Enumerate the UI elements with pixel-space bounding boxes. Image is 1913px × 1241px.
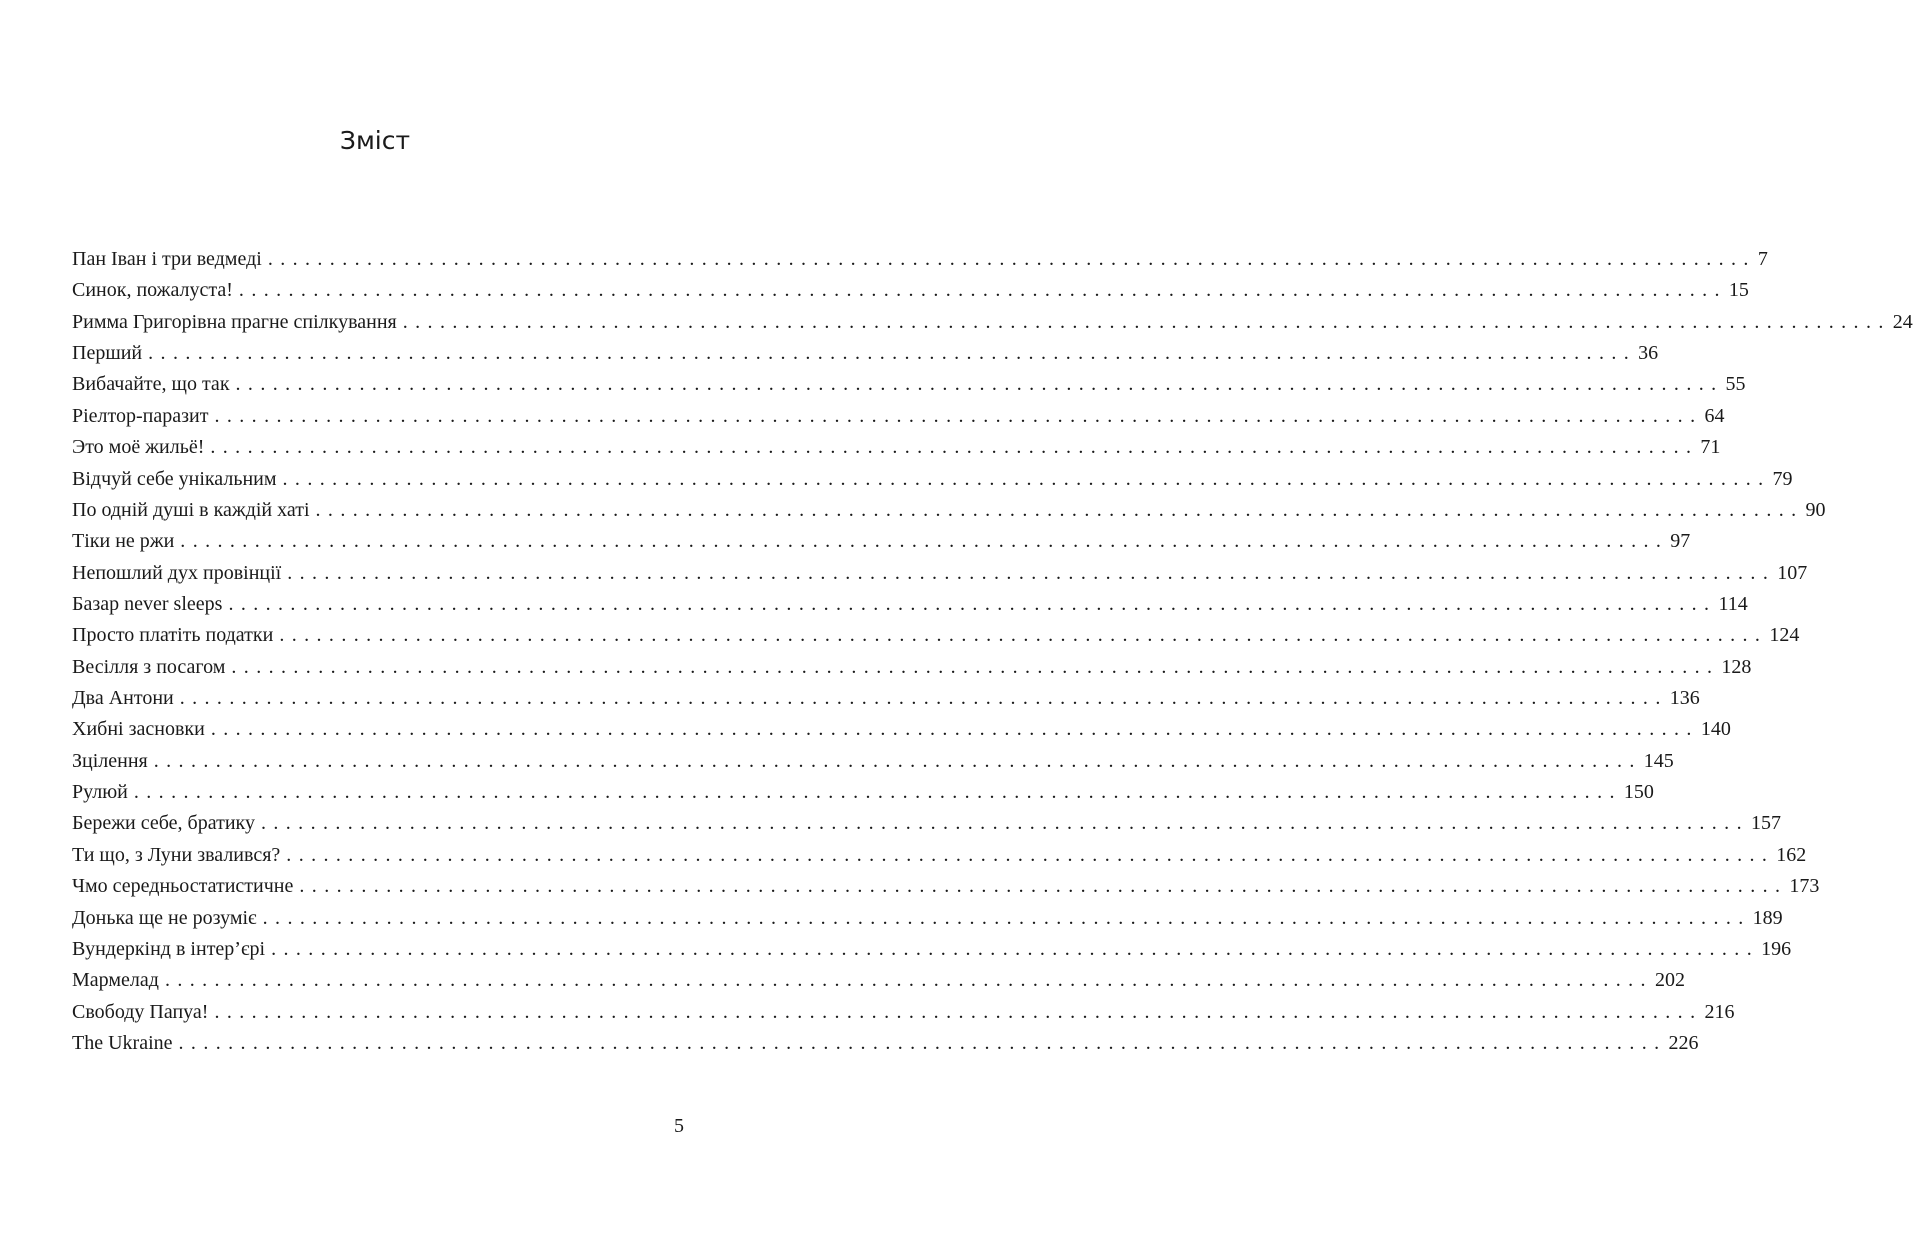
dot-leader: ........................................................................................................................	[133, 781, 1622, 804]
toc-entry-title: Вундеркінд в інтер’єрі	[72, 937, 266, 960]
dot-leader: ........................................................................................................................	[153, 749, 1642, 772]
toc-entry-page: 128	[1721, 655, 1752, 678]
toc-entry-title: Хибні засновки	[72, 718, 205, 741]
toc-entry	[72, 369, 1746, 400]
toc-entry-title: Просто платіть податки	[72, 624, 274, 647]
dot-leader: ........................................................................................................................	[180, 530, 1669, 553]
toc-entry	[72, 777, 1654, 808]
toc-entry	[72, 1028, 1699, 1059]
dot-leader: ........................................................................................................................	[260, 812, 1749, 835]
dot-leader: ........................................................................................................................	[228, 592, 1717, 615]
dot-leader: ........................................................................................................................	[286, 843, 1775, 866]
dot-leader: ........................................................................................................................	[315, 498, 1804, 521]
page-title: Зміст	[339, 126, 411, 155]
toc-entry	[72, 432, 1721, 463]
toc-entry	[72, 903, 1783, 934]
dot-leader: ........................................................................................................................	[214, 1000, 1703, 1023]
toc-entry-title: Вибачайте, що так	[72, 373, 230, 396]
dot-leader: ........................................................................................................................	[210, 718, 1699, 741]
dot-leader: ........................................................................................................................	[148, 342, 1637, 365]
dot-leader: ........................................................................................................................	[271, 937, 1760, 960]
toc-entry-title: Перший	[72, 342, 143, 365]
dot-leader: ........................................................................................................................	[238, 279, 1727, 302]
toc-entry	[72, 495, 1826, 526]
dot-leader: ........................................................................................................................	[179, 687, 1668, 710]
toc-entry-page: 7	[1757, 248, 1768, 270]
toc-entry-page: 90	[1805, 498, 1826, 521]
toc-entry	[72, 558, 1808, 589]
toc-entry-page: 124	[1769, 624, 1800, 647]
toc-entry-title: Весілля з посагом	[72, 655, 226, 678]
toc-entry-page: 157	[1750, 812, 1781, 835]
toc-entry-page: 136	[1669, 687, 1700, 710]
dot-leader: ........................................................................................................................	[279, 624, 1768, 647]
toc-entry	[72, 307, 1913, 338]
toc-entry	[72, 620, 1800, 651]
toc-entry	[72, 965, 1685, 996]
page-number: 5	[674, 1115, 684, 1137]
table-of-contents	[72, 244, 1913, 1059]
toc-entry-title: Ріелтор-паразит	[72, 404, 209, 427]
toc-entry-page: 216	[1704, 1000, 1735, 1023]
toc-entry-page: 202	[1654, 969, 1685, 992]
toc-entry-title: По одній душі в каждій хаті	[72, 498, 310, 521]
toc-entry-title: Это моё жильё!	[72, 436, 205, 459]
toc-entry-page: 114	[1718, 592, 1748, 615]
toc-entry-title: Відчуй себе унікальним	[72, 467, 277, 490]
toc-entry	[72, 589, 1748, 620]
toc-entry	[72, 683, 1700, 714]
toc-entry-title: Свободу Папуа!	[72, 1000, 209, 1023]
toc-entry	[72, 714, 1731, 745]
toc-entry	[72, 526, 1691, 557]
toc-entry	[72, 338, 1659, 369]
toc-entry-title: Пан Іван і три ведмеді	[72, 248, 262, 270]
toc-entry-title: Бережи себе, братику	[72, 812, 255, 835]
toc-entry	[72, 244, 1768, 275]
toc-entry-title: Ти що, з Луни звалився?	[72, 843, 281, 866]
dot-leader: ........................................................................................................................	[402, 310, 1891, 333]
dot-leader: ........................................................................................................................	[210, 436, 1699, 459]
toc-entry-page: 71	[1700, 436, 1721, 459]
toc-entry-page: 24	[1892, 310, 1913, 333]
dot-leader: ........................................................................................................................	[214, 404, 1703, 427]
dot-leader: ........................................................................................................................	[299, 875, 1788, 898]
toc-entry-page: 189	[1752, 906, 1783, 929]
toc-entry	[72, 934, 1792, 965]
toc-entry	[72, 275, 1749, 306]
toc-entry-title: Донька ще не розуміє	[72, 906, 257, 929]
toc-entry-page: 97	[1670, 530, 1691, 553]
toc-entry-title: The Ukraine	[72, 1031, 173, 1054]
toc-entry-title: Мармелад	[72, 969, 159, 992]
toc-entry-page: 55	[1725, 373, 1746, 396]
toc-entry	[72, 871, 1820, 902]
toc-entry-page: 107	[1777, 561, 1808, 584]
toc-entry-title: Два Антони	[72, 687, 174, 710]
dot-leader: ........................................................................................................................	[235, 373, 1724, 396]
toc-entry-page: 196	[1761, 937, 1792, 960]
toc-entry-page: 15	[1728, 279, 1749, 302]
toc-entry	[72, 997, 1735, 1028]
toc-entry-page: 79	[1772, 467, 1793, 490]
toc-entry-title: Зцілення	[72, 749, 148, 772]
toc-entry-title: Синок, пожалуста!	[72, 279, 233, 302]
toc-entry-title: Непошлий дух провінції	[72, 561, 282, 584]
toc-entry-page: 162	[1776, 843, 1807, 866]
toc-entry-title: Рулюй	[72, 781, 128, 804]
toc-entry-page: 64	[1704, 404, 1725, 427]
toc-entry-page: 173	[1789, 875, 1820, 898]
dot-leader: ........................................................................................................................	[164, 969, 1653, 992]
dot-leader: ........................................................................................................................	[262, 906, 1751, 929]
dot-leader: ........................................................................................................................	[231, 655, 1720, 678]
toc-entry-title: Тіки не ржи	[72, 530, 175, 553]
toc-entry-title: Римма Григорівна прагне спілкування	[72, 310, 397, 333]
toc-entry-page: 226	[1668, 1031, 1699, 1054]
toc-entry-page: 140	[1700, 718, 1731, 741]
dot-leader: ........................................................................................................................	[178, 1031, 1667, 1054]
toc-entry-page: 145	[1643, 749, 1674, 772]
toc-entry	[72, 808, 1781, 839]
dot-leader: ........................................................................................................................	[267, 248, 1756, 270]
dot-leader: ........................................................................................................................	[287, 561, 1776, 584]
toc-entry-page: 150	[1623, 781, 1654, 804]
toc-entry	[72, 464, 1793, 495]
toc-entry	[72, 401, 1725, 432]
toc-entry	[72, 840, 1807, 871]
dot-leader: ........................................................................................................................	[282, 467, 1771, 490]
toc-entry-title: Базар never sleeps	[72, 592, 223, 615]
toc-entry-page: 36	[1638, 342, 1659, 365]
toc-entry	[72, 652, 1752, 683]
toc-entry	[72, 746, 1674, 777]
toc-entry-title: Чмо середньостатистичне	[72, 875, 294, 898]
